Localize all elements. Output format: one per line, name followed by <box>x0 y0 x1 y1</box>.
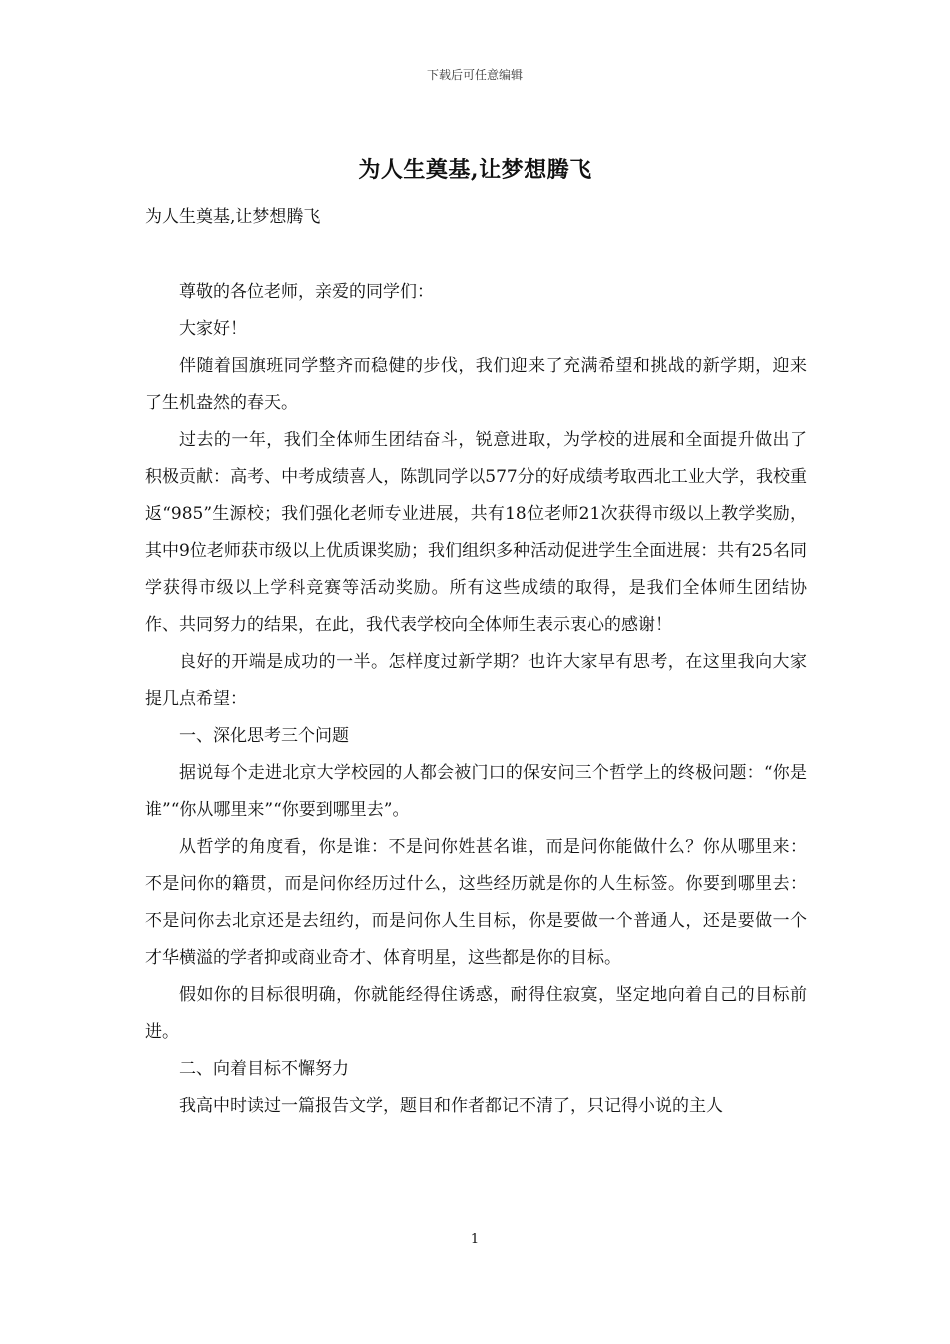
paragraph-greeting: 大家好！ <box>179 319 247 339</box>
page-number: 1 <box>470 1232 480 1247</box>
paragraph: 假如你的目标很明确，你就能经得住诱惑，耐得住寂寞，坚定地向着自己的目标前进。 <box>145 985 807 1042</box>
section-heading-2: 二、向着目标不懈努力 <box>179 1059 349 1079</box>
document-body <box>145 274 807 1125</box>
paragraph: 从哲学的角度看，你是谁：不是问你姓甚名谁，而是问你能做什么？你从哪里来：不是问你的籍贯，而是问你经历过什么，这些经历就是你的人生标签。你要到哪里去：不是问你去北京还是去纽约，而是问你人生目标，你是要做一个普通人，还是要做一个才华横溢的学者抑或商业奇才、体育明星，这些都是你的目标。 <box>145 837 807 968</box>
paragraph-salutation: 尊敬的各位老师，亲爱的同学们： <box>179 282 434 302</box>
page-header: 下载后可任意编辑 <box>426 68 523 82</box>
section-heading-1: 一、深化思考三个问题 <box>179 726 349 746</box>
paragraph: 据说每个走进北京大学校园的人都会被门口的保安问三个哲学上的终极问题：“你是谁”“你从哪里来”“你要到哪里去”。 <box>145 763 807 820</box>
document-title: 为人生奠基,让梦想腾飞 <box>358 157 592 183</box>
paragraph: 过去的一年，我们全体师生团结奋斗，锐意进取，为学校的进展和全面提升做出了积极贡献：高考、中考成绩喜人，陈凯同学以577分的好成绩考取西北工业大学，我校重返“985”生源校；我们强化老师专业进展，共有18位老师21次获得市级以上教学奖励，其中9位老师获市级以上优质课奖励；我们组织多种活动促进学生全面进展：共有25名同学获得市级以上学科竞赛等活动奖励。所有这些成绩的取得，是我们全体师生团结协作、共同努力的结果，在此，我代表学校向全体师生表示衷心的感谢！ <box>145 430 807 635</box>
paragraph: 伴随着国旗班同学整齐而稳健的步伐，我们迎来了充满希望和挑战的新学期，迎来了生机盎然的春天。 <box>145 356 807 413</box>
document-subtitle: 为人生奠基,让梦想腾飞 <box>145 207 321 227</box>
paragraph: 我高中时读过一篇报告文学，题目和作者都记不清了，只记得小说的主人 <box>179 1096 723 1116</box>
paragraph: 良好的开端是成功的一半。怎样度过新学期？也许大家早有思考，在这里我向大家提几点希望： <box>145 652 807 709</box>
